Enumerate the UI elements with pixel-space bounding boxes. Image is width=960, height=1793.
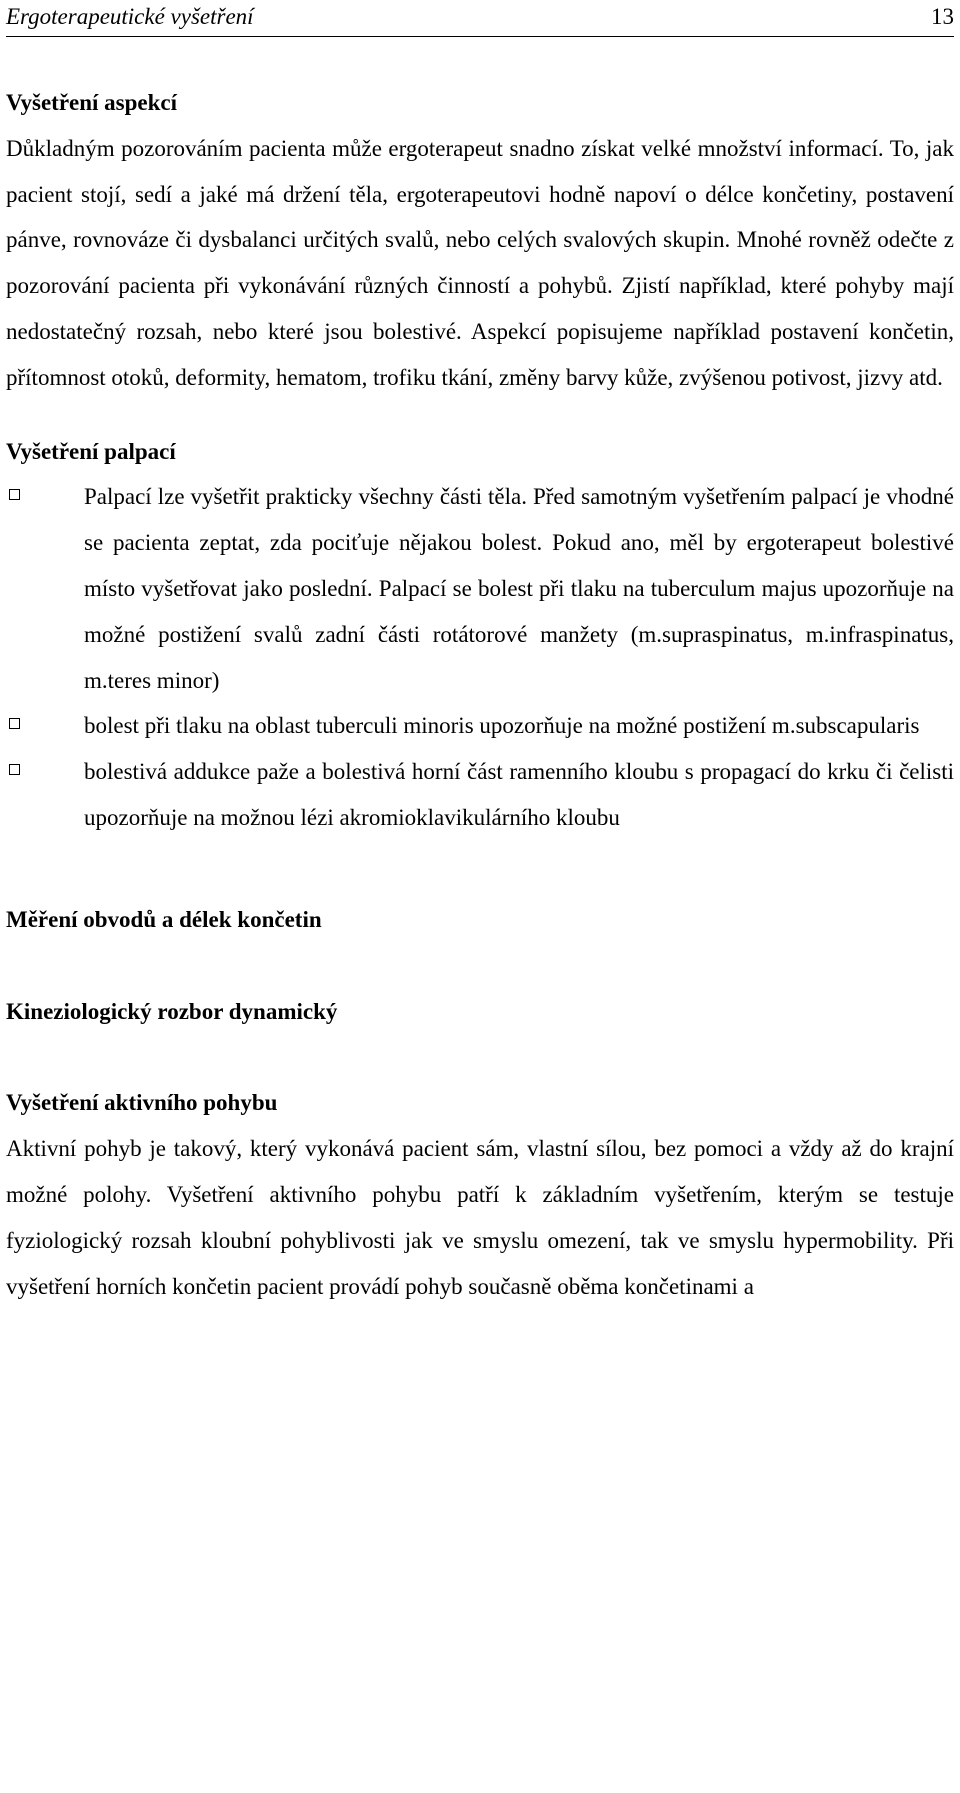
running-header <box>6 2 954 37</box>
list-item <box>6 474 954 703</box>
heading-kineziologie: Kineziologický rozbor dynamický <box>6 998 338 1024</box>
heading-aktivni: Vyšetření aktivního pohybu <box>6 1090 278 1116</box>
list-item-text: Palpací lze vyšetřit prakticky všechny části těla. Před samotným vyšetřením palpací je vhodné se pacienta zeptat, zda pociťuje nějakou bolest. Pokud ano, měl by ergoterapeut bolestivé místo vyšetřovat jako poslední. Palpací se bolest při tlaku na tuberculum majus upozorňuje na možné postižení svalů zadní části rotátorové manžety (m.supraspinatus, m.infraspinatus, m.teres minor) <box>84 484 954 693</box>
heading-mereni: Měření obvodů a délek končetin <box>6 906 322 932</box>
page-content <box>6 80 954 1309</box>
list-item <box>6 749 954 841</box>
list-item-text: bolestivá addukce paže a bolestivá horní část ramenního kloubu s propagací do krku či čelisti upozorňuje na možnou lézi akromioklavikulárního kloubu <box>84 759 954 830</box>
checkbox-bullet-icon <box>9 718 20 729</box>
checkbox-bullet-icon <box>9 489 20 500</box>
spacer <box>6 1034 954 1080</box>
list-item-text: bolest při tlaku na oblast tuberculi minoris upozorňuje na možné postižení m.subscapularis <box>84 713 920 739</box>
page-number: 13 <box>931 4 954 29</box>
spacer <box>6 943 954 989</box>
paragraph-aspekce: Důkladným pozorováním pacienta může ergoterapeut snadno získat velké množství informací. To, jak pacient stojí, sedí a jaké má držení těla, ergoterapeutovi hodně napoví o délce končetiny, postavení pánve, rovnováze či dysbalanci určitých svalů, nebo celých svalových skupin. Mnohé rovněž odečte z pozorování pacienta při vykonávání různých činností a pohybů. Zjistí například, které pohyby mají nedostatečný rozsah, nebo které jsou bolestivé. Aspekcí popisujeme například postavení končetin, přítomnost otoků, deformity, hematom, trofiku tkání, změny barvy kůže, zvýšenou potivost, jizvy atd. <box>6 135 954 390</box>
paragraph-aktivni: Aktivní pohyb je takový, který vykonává pacient sám, vlastní sílou, bez pomoci a vždy až do krajní možné polohy. Vyšetření aktivního pohybu patří k základním vyšetřením, kterým se testuje fyziologický rozsah kloubní pohyblivosti jak ve smyslu omezení, tak ve smyslu hypermobility. Při vyšetření horních končetin pacient provádí pohyb současně oběma končetinami a <box>6 1136 954 1299</box>
palpace-list <box>6 474 954 840</box>
spacer <box>6 401 954 429</box>
heading-aspekce: Vyšetření aspekcí <box>6 90 178 115</box>
header-title: Ergoterapeutické vyšetření <box>6 4 254 29</box>
checkbox-bullet-icon <box>9 764 20 775</box>
list-item <box>6 703 954 749</box>
heading-palpace: Vyšetření palpací <box>6 438 176 464</box>
spacer <box>6 841 954 897</box>
